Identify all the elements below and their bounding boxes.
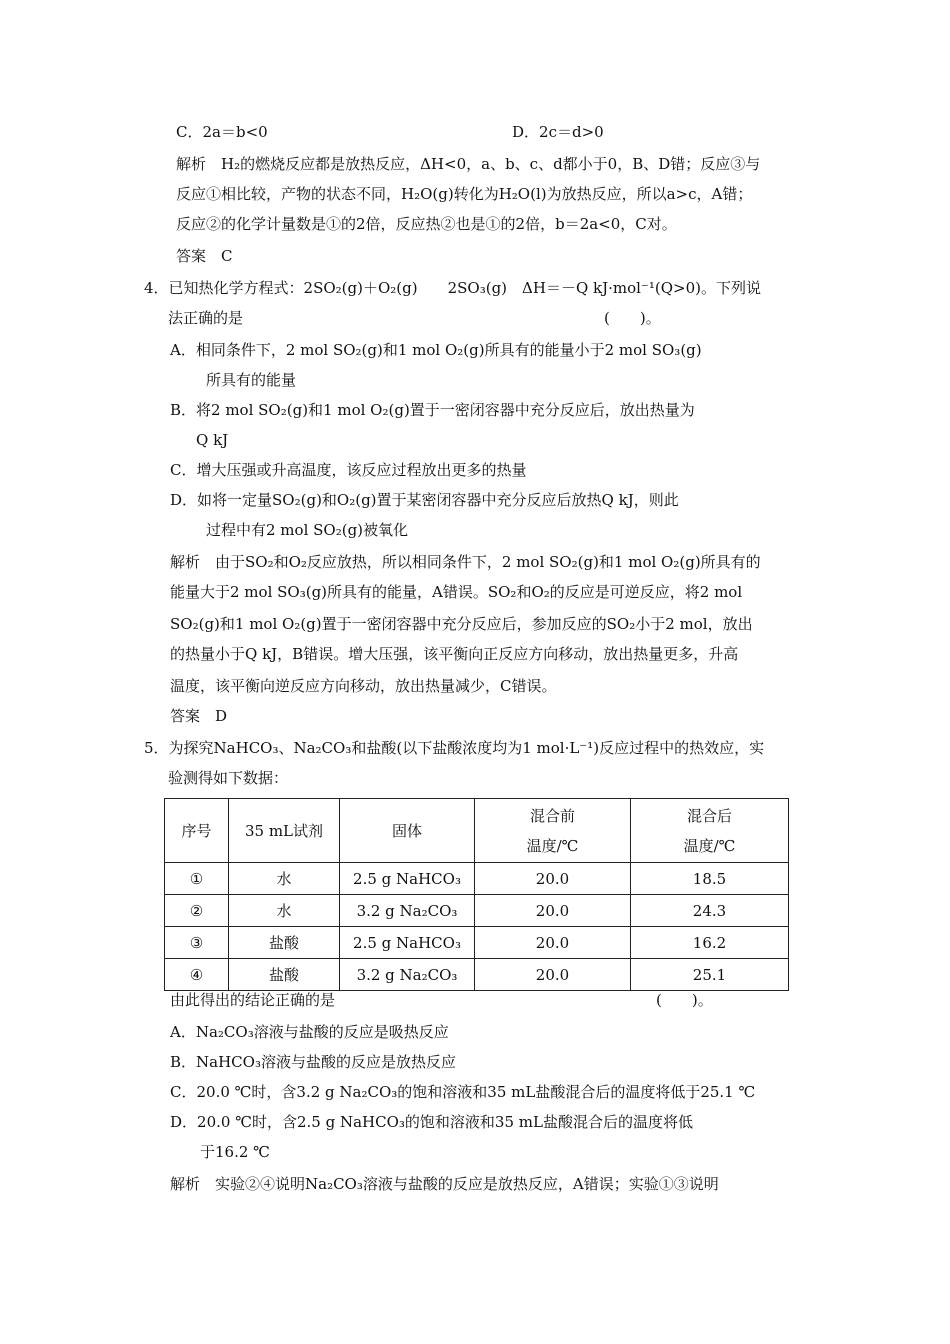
q4-analysis: 解析 由于SO₂和O₂反应放热，所以相同条件下，2 mol SO₂(g)和1 mol O₂(g)所具有的: [170, 553, 761, 571]
table-row: [165, 959, 789, 991]
q5-option-b: B．NaHCO₃溶液与盐酸的反应是放热反应: [170, 1053, 456, 1071]
table-cell: 20.0: [475, 895, 631, 927]
q4-answer: 答案 D: [170, 707, 228, 725]
table-cell: 16.2: [631, 927, 789, 959]
table-cell: 18.5: [631, 863, 789, 895]
header-line: 混合后: [686, 806, 732, 825]
q4-option-c: C．增大压强或升高温度，该反应过程放出更多的热量: [170, 461, 527, 479]
table-cell: 盐酸: [229, 959, 340, 991]
table-row: [165, 927, 789, 959]
q5-analysis: 解析 实验②④说明Na₂CO₃溶液与盐酸的反应是放热反应，A错误；实验①③说明: [170, 1175, 719, 1193]
table-cell: 盐酸: [229, 927, 340, 959]
table-row: [165, 863, 789, 895]
q5-option-d-cont: 于16.2 ℃: [200, 1143, 270, 1161]
q5-answer-blank: ( )。: [656, 991, 713, 1009]
option-d: D．2c＝d>0: [512, 123, 604, 141]
table-cell: ④: [165, 959, 229, 991]
table-cell: 3.2 g Na₂CO₃: [340, 959, 475, 991]
table-cell: 2.5 g NaHCO₃: [340, 863, 475, 895]
table-cell: 20.0: [475, 959, 631, 991]
analysis-line: 解析 H₂的燃烧反应都是放热反应，ΔH<0，a、b、c、d都小于0，B、D错；反应③与: [176, 155, 761, 173]
q4-stem: 4．已知热化学方程式：2SO₂(g)＋O₂(g) 2SO₃(g) ΔH＝－Q kJ·mol⁻¹(Q>0)。下列说: [144, 279, 761, 297]
q4-option-b: B．将2 mol SO₂(g)和1 mol O₂(g)置于一密闭容器中充分反应后，放出热量为: [170, 401, 695, 419]
analysis-line: 反应①相比较，产物的状态不同，H₂O(g)转化为H₂O(l)为放热反应，所以a>c，A错；: [176, 185, 753, 203]
q4-option-b-cont: Q kJ: [196, 431, 229, 449]
q4-analysis: 能量大于2 mol SO₃(g)所具有的能量，A错误。SO₂和O₂的反应是可逆反应，将2 mol: [170, 583, 743, 601]
table-row: [165, 895, 789, 927]
header-line: 温度/℃: [526, 836, 579, 855]
header-line: 温度/℃: [683, 836, 736, 855]
q5-stem: 5．为探究NaHCO₃、Na₂CO₃和盐酸(以下盐酸浓度均为1 mol·L⁻¹)反应过程中的热效应，实: [144, 739, 765, 757]
header-line: 混合前: [529, 806, 575, 825]
q4-option-d-cont: 过程中有2 mol SO₂(g)被氧化: [206, 521, 409, 539]
q4-analysis: 温度，该平衡向逆反应方向移动，放出热量减少，C错误。: [170, 677, 557, 695]
table-cell: 3.2 g Na₂CO₃: [340, 895, 475, 927]
q4-option-d: D．如将一定量SO₂(g)和O₂(g)置于某密闭容器中充分反应后放热Q kJ，则此: [170, 491, 679, 509]
q4-answer-blank: ( )。: [604, 309, 661, 327]
table-cell: ③: [165, 927, 229, 959]
table-cell: 水: [229, 895, 340, 927]
option-c: C．2a＝b<0: [176, 123, 268, 141]
table-cell: 24.3: [631, 895, 789, 927]
q4-option-a: A．相同条件下，2 mol SO₂(g)和1 mol O₂(g)所具有的能量小于2 mol SO₃(g): [170, 341, 702, 359]
table-cell: 20.0: [475, 863, 631, 895]
header-cell: 35 mL试剂: [229, 799, 340, 863]
table-cell: 25.1: [631, 959, 789, 991]
header-cell: 序号: [165, 799, 229, 863]
table-cell: ②: [165, 895, 229, 927]
answer: 答案 C: [176, 247, 233, 265]
q4-analysis: SO₂(g)和1 mol O₂(g)置于一密闭容器中充分反应后，参加反应的SO₂小于2 mol，放出: [170, 615, 753, 633]
header-cell-temp-after: [631, 799, 789, 863]
q5-stem: 验测得如下数据：: [168, 769, 289, 787]
data-table: [164, 798, 789, 991]
q4-analysis: 的热量小于Q kJ，B错误。增大压强，该平衡向正反应方向移动，放出热量更多，升高: [170, 645, 739, 663]
q4-option-a-cont: 所具有的能量: [206, 371, 297, 389]
q5-conclusion: 由此得出的结论正确的是: [170, 991, 336, 1009]
table-cell: ①: [165, 863, 229, 895]
table-cell: 20.0: [475, 927, 631, 959]
analysis-line: 反应②的化学计量数是①的2倍，反应热②也是①的2倍，b＝2a<0，C对。: [176, 215, 677, 233]
table-cell: 水: [229, 863, 340, 895]
header-cell: 固体: [340, 799, 475, 863]
q4-stem: 法正确的是: [168, 309, 244, 327]
q5-option-d: D．20.0 ℃时，含2.5 g NaHCO₃的饱和溶液和35 mL盐酸混合后的温度将低: [170, 1113, 693, 1131]
header-cell-temp-before: [475, 799, 631, 863]
table-header-row: [165, 799, 789, 863]
q5-option-a: A．Na₂CO₃溶液与盐酸的反应是吸热反应: [170, 1023, 449, 1041]
q5-option-c: C．20.0 ℃时，含3.2 g Na₂CO₃的饱和溶液和35 mL盐酸混合后的温度将低于25.1 ℃: [170, 1083, 756, 1101]
table-cell: 2.5 g NaHCO₃: [340, 927, 475, 959]
